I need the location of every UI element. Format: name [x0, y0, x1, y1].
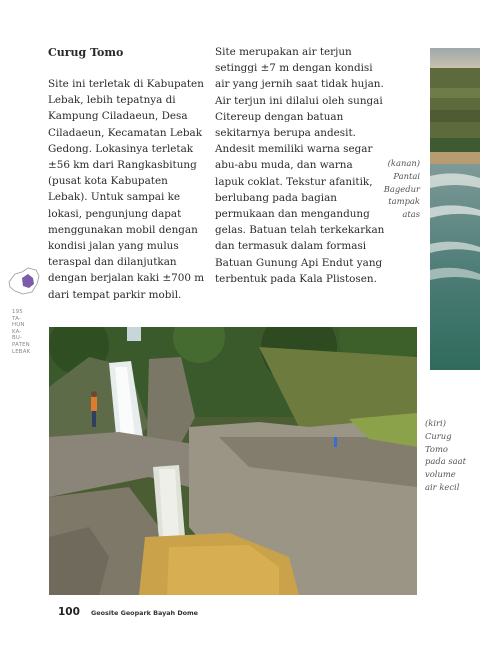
caption-left-photo	[425, 417, 467, 494]
caption-line: Bagedur	[383, 183, 420, 194]
article-title: Curug Tomo	[48, 46, 124, 59]
caption-right-photo	[380, 157, 420, 221]
sidebar-label-line: 195	[12, 309, 23, 315]
caption-line: atas	[402, 209, 420, 220]
paragraph-location: Site ini terletak di Kabupaten Lebak, lebih tepatnya di Kampung Ciladaeun, Desa Ciladaeun, Kecamatan Lebak Gedong. Lokasinya terletak ±56 km dari Rangkasbitung (pusat kota Kabupaten Lebak). Untuk sampai ke lokasi, pengunjung dapat menggunakan mobil dengan kondisi jalan yang mulus teraspal dan dilanjutkan dengan berjalan kaki ±700 m dari tempat parkir mobil.	[48, 78, 205, 301]
lebak-map-icon	[6, 262, 42, 298]
text-column-left	[48, 44, 208, 303]
page-footer	[58, 600, 198, 619]
caption-line: (kiri)	[425, 418, 446, 428]
sidebar-label-line: HUN	[12, 322, 25, 329]
text-column-right	[215, 44, 385, 287]
caption-line: air kecil	[425, 481, 460, 492]
waterfall-photo	[49, 327, 417, 595]
paragraph-geology: Site merupakan air terjun setinggi ±7 m dengan kondisi air yang jernih saat tidak hujan. Air terjun ini dilalui oleh sungai Citereup dengan batuan sekitarnya berupa andesit. Andesit memiliki warna segar abu-abu muda, dan warna lapuk coklat. Tekstur afanitik, berlubang pada bagian permukaan dan mengandung gelas. Batuan telah terkekarkan dan termasuk dalam formasi Batuan Gunung Api Endut yang terbentuk pada Kala Plistosen.	[215, 46, 385, 285]
caption-line: (kanan)	[387, 158, 420, 168]
caption-line: Pantai	[393, 170, 420, 181]
caption-line: Curug	[425, 430, 452, 441]
book-title: Geosite Geopark Bayah Dome	[91, 609, 199, 617]
caption-line: tampak	[388, 196, 420, 207]
caption-line: Tomo	[425, 443, 448, 454]
sidebar-label-line: BU-	[12, 335, 23, 342]
sidebar-label-line: TA-	[12, 315, 21, 322]
regency-sidebar-label	[12, 309, 40, 355]
caption-line: volume	[425, 469, 456, 480]
page-number: 100	[58, 606, 80, 618]
sidebar-label-line: KA-	[12, 328, 22, 335]
sidebar-label-line: PATEN	[12, 341, 30, 348]
beach-aerial-photo	[430, 48, 480, 370]
sidebar-label-line: LEBAK	[12, 348, 31, 355]
caption-line: pada saat	[425, 456, 467, 467]
